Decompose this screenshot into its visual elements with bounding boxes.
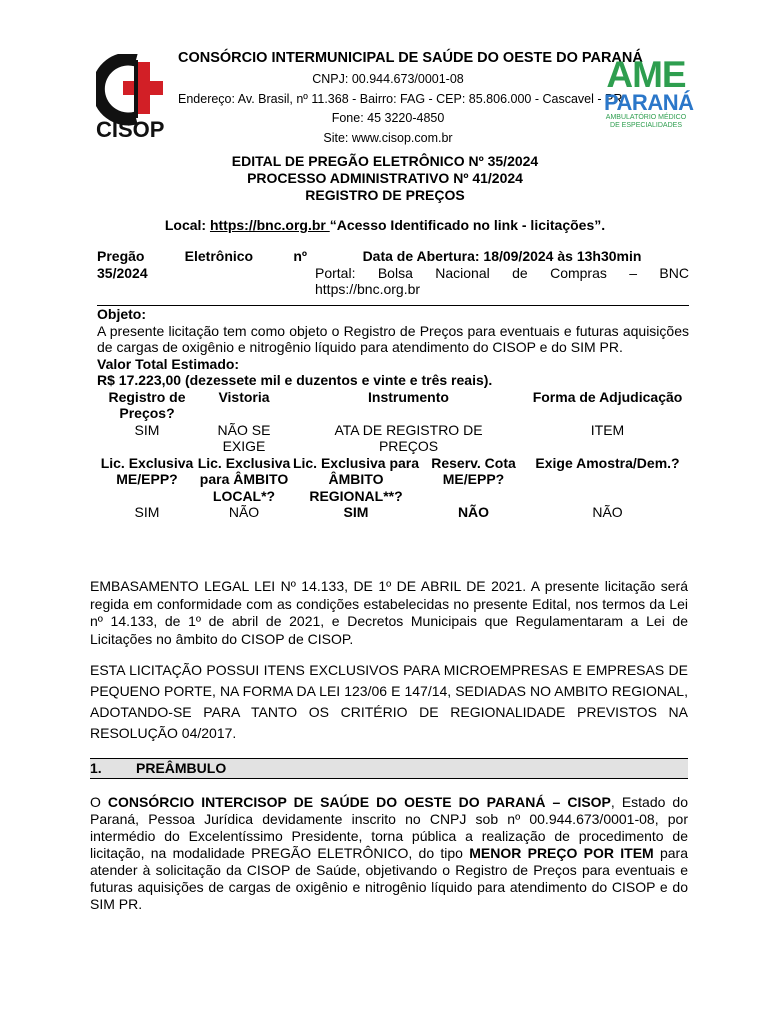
pregao-word-1: Pregão (97, 248, 145, 264)
document-titles (0, 153, 770, 204)
objeto-text: A presente licitação tem como objeto o Registro de Preços para eventuais e futuras aquisições de cargas de oxigênio e nitrogênio líquido para atendimento do CISOP e do SIM PR. (97, 322, 689, 355)
title-line-3: REGISTRO DE PREÇOS (305, 187, 465, 203)
licitacao-table (97, 389, 689, 521)
site-line: Site: www.cisop.com.br (323, 130, 453, 145)
valor-text: R$ 17.223,00 (dezessete mil e duzentos e vinte e três reais). (97, 372, 493, 388)
ame-logo-sub2: DE ESPECIALIDADES (610, 122, 682, 129)
objeto-section (97, 306, 689, 389)
ame-parana-logo (604, 54, 694, 130)
ame-logo-word: AME (606, 54, 686, 95)
preambulo-bold-1: CONSÓRCIO INTERCISOP DE SAÚDE DO OESTE DO PARANÁ – CISOP (107, 794, 611, 810)
title-line-2: PROCESSO ADMINISTRATIVO Nº 41/2024 (247, 170, 523, 186)
table-cell-v1-0: SIM (134, 421, 160, 438)
cisop-logo-text: CISOP (96, 117, 165, 142)
preambulo-text-2: , Estado do Paraná, Pessoa Jurídica devidamente inscrito no CNPJ sob nº 00.944.673/0001-08, por intermédio do Excelentíssimo Presidente, torna pública a realização de procedimento de licitação, na modalidade PREGÃO ELETRÔNICO, do tipo (90, 794, 689, 861)
table-cell-v1-1: NÃO SE EXIGE (217, 421, 271, 454)
cnpj-line: CNPJ: 00.944.673/0001-08 (312, 72, 464, 86)
table-cell-h2-0: Lic. Exclusiva ME/EPP? (100, 454, 194, 487)
abertura-cell (307, 248, 689, 305)
section-header-preambulo (90, 758, 688, 779)
ame-logo-sub1: AMBULATÓRIO MÉDICO (605, 114, 687, 121)
preambulo-text-1: O (90, 794, 108, 810)
section-number: 1. (90, 760, 102, 776)
local-rest: “Acesso Identificado no link - licitações”. (329, 217, 606, 233)
table-cell-v2-2: SIM (343, 504, 369, 520)
objeto-label: Objeto: (97, 306, 146, 322)
table-cell-v2-1: NÃO (228, 504, 260, 520)
preambulo-bold-2: MENOR PREÇO POR ITEM (469, 845, 654, 861)
preambulo-text-3: para atender à solicitação da CISOP de Saúde, objetivando o Registro de Preços para eventuais e futuras aquisições de cargas de oxigênio e nitrogênio líquido para atendimento do CISOP e do SIM PR. (90, 845, 688, 912)
pregao-row (97, 248, 689, 306)
table-cell-h1-4: Forma de Adjudicação (532, 388, 683, 405)
title-line-1: EDITAL DE PREGÃO ELETRÔNICO Nº 35/2024 (231, 153, 539, 169)
pregao-number: 35/2024 (97, 264, 148, 281)
org-name: CONSÓRCIO INTERMUNICIPAL DE SAÚDE DO OESTE DO PARANÁ (178, 50, 643, 66)
pregao-word-3: nº (293, 248, 307, 264)
table-cell-v2-0: SIM (134, 504, 160, 520)
table-cell-h2-4: Exige Amostra/Dem.? (535, 454, 680, 471)
embasamento-paragraph: EMBASAMENTO LEGAL LEI Nº 14.133, DE 1º DE ABRIL DE 2021. A presente licitação será regida em conformidade com as condições estabelecidas no presente Edital, nos termos da Lei nº 14.133, de 1º de abril de 2021, e Decretos Municipais que Regulamentaram a Lei de Licitações no âmbito do CISOP de CISOP. (90, 578, 688, 647)
pregao-word-2: Eletrônico (184, 248, 254, 264)
exclusivo-paragraph: ESTA LICITAÇÃO POSSUI ITENS EXCLUSIVOS PARA MICROEMPRESAS E EMPRESAS DE PEQUENO PORTE, NA FORMA DA LEI 123/06 E 147/14, SEDIADAS NO AMBITO REGIONAL, ADOTANDO-SE PARA TANTO OS CRITÉRIO DE REGIONALIDADE PREVISTOS NA RESOLUÇÃO 04/2017. (90, 662, 688, 741)
table-cell-h2-2: Lic. Exclusiva para ÂMBITO REGIONAL**? (292, 454, 420, 504)
table-cell-h1-0: Registro de Preços? (108, 388, 186, 421)
local-label: Local: (164, 217, 210, 233)
section-title: PREÂMBULO (136, 760, 227, 776)
summary-box (97, 248, 689, 521)
phone-line: Fone: 45 3220-4850 (331, 111, 445, 125)
table-cell-v2-3: NÃO (457, 504, 490, 520)
valor-label: Valor Total Estimado: (97, 355, 240, 372)
header-info (178, 50, 643, 150)
local-line (0, 217, 770, 233)
table-cell-h1-1: Vistoria (218, 388, 270, 405)
abertura-date: Data de Abertura: 18/09/2024 às 13h30min (362, 248, 642, 264)
table-cell-v1-4: ITEM (590, 421, 625, 438)
pregao-label (97, 248, 307, 305)
table-cell-h1-2: Instrumento (368, 388, 449, 405)
table-cell-v1-2: ATA DE REGISTRO DE PREÇOS (334, 421, 483, 454)
portal-name: Portal: Bolsa Nacional de Compras – BNC (315, 264, 689, 281)
table-cell-h2-1: Lic. Exclusiva para ÂMBITO LOCAL*? (197, 454, 291, 504)
local-link[interactable]: https://bnc.org.br (209, 217, 330, 233)
ame-logo-parana: PARANÁ (604, 90, 694, 115)
address-line: Endereço: Av. Brasil, nº 11.368 - Bairro: FAG - CEP: 85.806.000 - Cascavel - PR (178, 91, 623, 106)
table-cell-v2-4: NÃO (592, 504, 623, 520)
preambulo-paragraph (90, 794, 688, 913)
table-cell-h2-3: Reserv. Cota ME/EPP? (431, 454, 516, 487)
portal-url[interactable]: https://bnc.org.br (315, 281, 421, 297)
